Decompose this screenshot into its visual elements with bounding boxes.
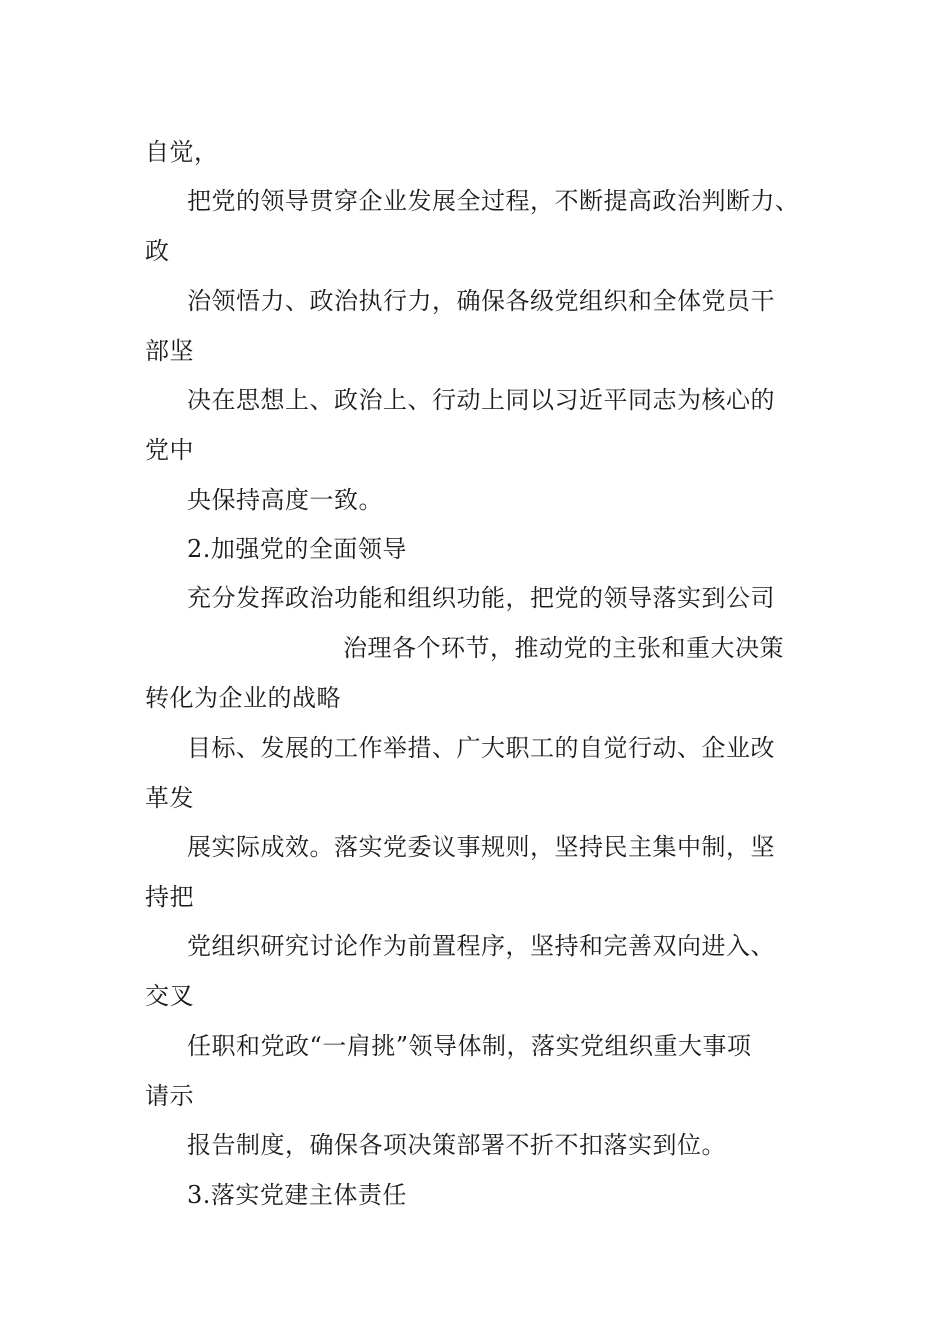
text-line: 请示 [145, 1082, 194, 1110]
text-line: 部坚 [145, 337, 194, 365]
text-line: 党中 [145, 436, 194, 464]
text-line: 党组织研究讨论作为前置程序，坚持和完善双向进入、 [187, 932, 775, 960]
text-line: 报告制度，确保各项决策部署不折不扣落实到位。 [187, 1131, 726, 1159]
text-line: 充分发挥政治功能和组织功能，把党的领导落实到公司 [187, 584, 775, 612]
text-line: 决在思想上、政治上、行动上同以习近平同志为核心的 [187, 386, 775, 414]
text-line: 交叉 [145, 982, 194, 1010]
text-line: 把党的领导贯穿企业发展全过程，不断提高政治判断力、 [187, 187, 800, 215]
text-line: 革发 [145, 784, 194, 812]
text-line: 持把 [145, 883, 194, 911]
text-line: 转化为企业的战略 [145, 684, 341, 712]
text-line: 目标、发展的工作举措、广大职工的自觉行动、企业改 [187, 734, 775, 762]
text-line: 展实际成效。落实党委议事规则，坚持民主集中制，坚 [187, 833, 775, 861]
text-line: 自觉， [145, 138, 219, 166]
text-line: 任职和党政“一肩挑”领导体制，落实党组织重大事项 [187, 1032, 752, 1060]
section-heading: 2.加强党的全面领导 [187, 535, 407, 563]
text-line: 政 [145, 237, 170, 265]
text-line: 央保持高度一致。 [187, 486, 383, 514]
text-line: 治理各个环节，推动党的主张和重大决策 [343, 634, 784, 662]
section-heading: 3.落实党建主体责任 [187, 1181, 407, 1209]
text-line: 治领悟力、政治执行力，确保各级党组织和全体党员干 [187, 287, 775, 315]
